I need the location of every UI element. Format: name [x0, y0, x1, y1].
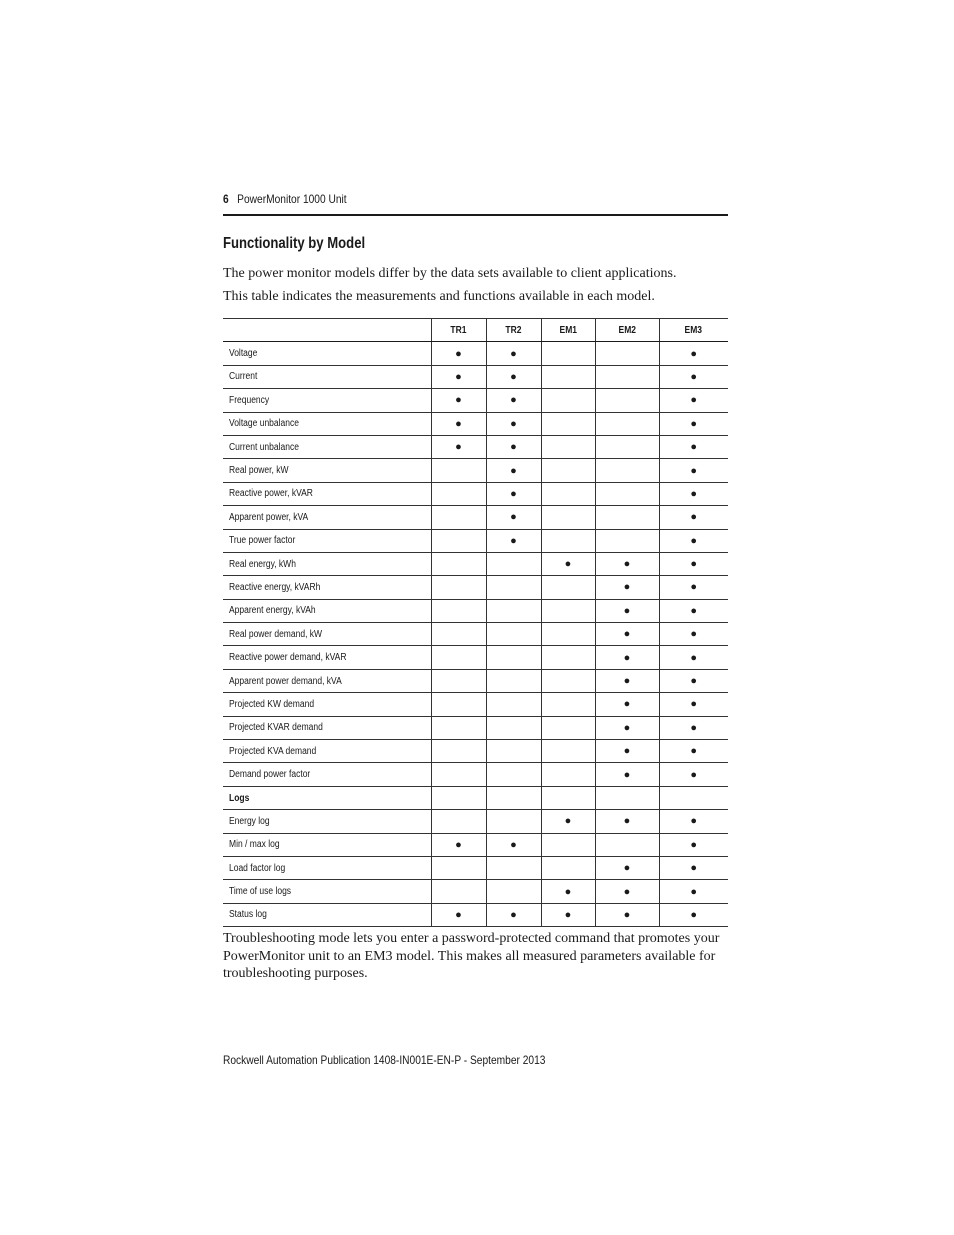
cell-em2 — [595, 903, 659, 926]
bullet-mark: ● — [623, 651, 631, 664]
cell-tr2 — [486, 903, 541, 926]
row-label: Load factor log — [223, 856, 431, 879]
cell-em3 — [659, 833, 728, 856]
page-footer: Rockwell Automation Publication 1408-IN001E-EN-P - September 2013 — [223, 1053, 546, 1067]
cell-em2 — [595, 786, 659, 809]
row-label: Projected KVA demand — [223, 740, 431, 763]
cell-em2 — [595, 856, 659, 879]
bullet-mark: ● — [623, 815, 631, 828]
bullet-mark: ● — [510, 417, 517, 430]
cell-em3 — [659, 669, 728, 692]
bullet-mark: ● — [690, 464, 698, 477]
cell-em3 — [659, 693, 728, 716]
table-row — [223, 552, 728, 575]
row-label: Reactive energy, kVARh — [223, 576, 431, 599]
cell-em1 — [541, 880, 595, 903]
cell-em1 — [541, 389, 595, 412]
cell-tr1 — [431, 880, 486, 903]
bullet-mark: ● — [690, 394, 698, 407]
column-header-em2: EM2 — [595, 319, 659, 342]
row-label: Real power demand, kW — [223, 623, 431, 646]
bullet-mark: ● — [455, 908, 462, 921]
cell-em1 — [541, 693, 595, 716]
bullet-mark: ● — [623, 862, 631, 875]
table-row — [223, 810, 728, 833]
cell-em1 — [541, 623, 595, 646]
cell-em2 — [595, 506, 659, 529]
bullet-mark: ● — [564, 558, 572, 571]
cell-em3 — [659, 716, 728, 739]
cell-em2 — [595, 599, 659, 622]
cell-tr1 — [431, 576, 486, 599]
cell-em2 — [595, 810, 659, 833]
cell-em2 — [595, 435, 659, 458]
cell-tr1 — [431, 482, 486, 505]
table-row — [223, 623, 728, 646]
row-label: Demand power factor — [223, 763, 431, 786]
table-row — [223, 693, 728, 716]
header-rule — [223, 214, 728, 216]
cell-tr2 — [486, 459, 541, 482]
bullet-mark: ● — [623, 721, 631, 734]
cell-em2 — [595, 459, 659, 482]
cell-em1 — [541, 552, 595, 575]
bullet-mark: ● — [690, 511, 698, 524]
table-row — [223, 903, 728, 926]
table-row — [223, 482, 728, 505]
column-header-em1: EM1 — [541, 319, 595, 342]
bullet-mark: ● — [690, 651, 698, 664]
row-label: Energy log — [223, 810, 431, 833]
table-body — [223, 342, 728, 927]
running-header — [223, 192, 652, 206]
page-number: 6 — [223, 192, 229, 206]
bullet-mark: ● — [510, 511, 517, 524]
cell-tr1 — [431, 599, 486, 622]
bullet-mark: ● — [690, 698, 698, 711]
bullet-mark: ● — [690, 441, 698, 454]
cell-em3 — [659, 903, 728, 926]
bullet-mark: ● — [690, 558, 698, 571]
header-blank-cell — [223, 319, 431, 342]
table-row — [223, 435, 728, 458]
cell-tr1 — [431, 506, 486, 529]
cell-em3 — [659, 576, 728, 599]
cell-em2 — [595, 833, 659, 856]
cell-em1 — [541, 412, 595, 435]
cell-em2 — [595, 693, 659, 716]
table-row — [223, 529, 728, 552]
bullet-mark: ● — [564, 908, 572, 921]
bullet-mark: ● — [510, 347, 517, 360]
cell-tr2 — [486, 342, 541, 365]
cell-em3 — [659, 529, 728, 552]
bullet-mark: ● — [623, 908, 631, 921]
cell-em3 — [659, 482, 728, 505]
cell-tr2 — [486, 389, 541, 412]
cell-tr1 — [431, 435, 486, 458]
column-header-tr1: TR1 — [431, 319, 486, 342]
cell-em1 — [541, 435, 595, 458]
bullet-mark: ● — [690, 885, 698, 898]
row-label: Time of use logs — [223, 880, 431, 903]
bullet-mark: ● — [564, 885, 572, 898]
bullet-mark: ● — [690, 768, 698, 781]
cell-em3 — [659, 646, 728, 669]
cell-tr1 — [431, 786, 486, 809]
bullet-mark: ● — [623, 698, 631, 711]
row-label: Status log — [223, 903, 431, 926]
cell-em1 — [541, 646, 595, 669]
functionality-table — [223, 318, 728, 927]
bullet-mark: ● — [455, 441, 462, 454]
table-row — [223, 740, 728, 763]
cell-tr1 — [431, 365, 486, 388]
bullet-mark: ● — [690, 862, 698, 875]
cell-tr1 — [431, 459, 486, 482]
bullet-mark: ● — [510, 394, 517, 407]
bullet-mark: ● — [455, 394, 462, 407]
cell-em3 — [659, 552, 728, 575]
cell-tr2 — [486, 623, 541, 646]
row-label: Current — [223, 365, 431, 388]
cell-em3 — [659, 506, 728, 529]
cell-em1 — [541, 365, 595, 388]
cell-em3 — [659, 740, 728, 763]
row-label: Projected KW demand — [223, 693, 431, 716]
bullet-mark: ● — [690, 745, 698, 758]
cell-tr1 — [431, 740, 486, 763]
cell-tr2 — [486, 786, 541, 809]
cell-tr2 — [486, 576, 541, 599]
bullet-mark: ● — [690, 417, 698, 430]
cell-tr2 — [486, 529, 541, 552]
bullet-mark: ● — [564, 815, 572, 828]
cell-em1 — [541, 786, 595, 809]
table-row — [223, 763, 728, 786]
cell-tr2 — [486, 482, 541, 505]
cell-em1 — [541, 529, 595, 552]
cell-tr2 — [486, 763, 541, 786]
cell-tr1 — [431, 833, 486, 856]
cell-tr2 — [486, 833, 541, 856]
section-title: Functionality by Model — [223, 235, 366, 252]
row-label: Apparent power demand, kVA — [223, 669, 431, 692]
cell-tr2 — [486, 365, 541, 388]
bullet-mark: ● — [623, 581, 631, 594]
cell-em2 — [595, 412, 659, 435]
cell-tr1 — [431, 623, 486, 646]
bullet-mark: ● — [623, 768, 631, 781]
bullet-mark: ● — [510, 534, 517, 547]
bullet-mark: ● — [690, 838, 698, 851]
row-label: Logs — [223, 786, 431, 809]
cell-tr1 — [431, 693, 486, 716]
cell-em3 — [659, 342, 728, 365]
bullet-mark: ● — [690, 604, 698, 617]
cell-em3 — [659, 389, 728, 412]
cell-em2 — [595, 623, 659, 646]
table-row — [223, 412, 728, 435]
bullet-mark: ● — [510, 370, 517, 383]
table-row — [223, 599, 728, 622]
bullet-mark: ● — [455, 370, 462, 383]
cell-em2 — [595, 576, 659, 599]
bullet-mark: ● — [690, 581, 698, 594]
bullet-mark: ● — [510, 441, 517, 454]
bullet-mark: ● — [690, 908, 698, 921]
table-row — [223, 342, 728, 365]
bullet-mark: ● — [623, 604, 631, 617]
cell-em3 — [659, 623, 728, 646]
cell-tr2 — [486, 435, 541, 458]
cell-tr2 — [486, 552, 541, 575]
row-label: Voltage unbalance — [223, 412, 431, 435]
row-label: Min / max log — [223, 833, 431, 856]
cell-tr1 — [431, 856, 486, 879]
cell-em3 — [659, 435, 728, 458]
table-header-row — [223, 319, 728, 342]
table-row — [223, 669, 728, 692]
bullet-mark: ● — [690, 721, 698, 734]
cell-em3 — [659, 763, 728, 786]
row-label: Voltage — [223, 342, 431, 365]
cell-tr2 — [486, 810, 541, 833]
bullet-mark: ● — [510, 838, 517, 851]
cell-em2 — [595, 880, 659, 903]
bullet-mark: ● — [455, 347, 462, 360]
column-header-tr2: TR2 — [486, 319, 541, 342]
cell-tr2 — [486, 856, 541, 879]
row-label: Projected KVAR demand — [223, 716, 431, 739]
cell-tr2 — [486, 646, 541, 669]
cell-tr1 — [431, 810, 486, 833]
table-row — [223, 880, 728, 903]
cell-em2 — [595, 669, 659, 692]
cell-em1 — [541, 669, 595, 692]
bullet-mark: ● — [623, 628, 631, 641]
bullet-mark: ● — [690, 487, 698, 500]
row-label: Real energy, kWh — [223, 552, 431, 575]
row-label: Frequency — [223, 389, 431, 412]
cell-em2 — [595, 763, 659, 786]
bullet-mark: ● — [690, 628, 698, 641]
cell-em1 — [541, 459, 595, 482]
cell-em1 — [541, 903, 595, 926]
row-label: Current unbalance — [223, 435, 431, 458]
bullet-mark: ● — [623, 745, 631, 758]
cell-tr1 — [431, 903, 486, 926]
cell-em2 — [595, 740, 659, 763]
row-label: Apparent power, kVA — [223, 506, 431, 529]
cell-tr1 — [431, 529, 486, 552]
bullet-mark: ● — [690, 815, 698, 828]
bullet-mark: ● — [455, 417, 462, 430]
cell-em2 — [595, 482, 659, 505]
row-label: Apparent energy, kVAh — [223, 599, 431, 622]
cell-tr1 — [431, 412, 486, 435]
intro-paragraph-2: This table indicates the measurements and functions available in each model. — [223, 289, 655, 304]
cell-em3 — [659, 365, 728, 388]
cell-tr1 — [431, 342, 486, 365]
cell-em3 — [659, 856, 728, 879]
table-section-row — [223, 786, 728, 809]
cell-em1 — [541, 856, 595, 879]
row-label: True power factor — [223, 529, 431, 552]
cell-em1 — [541, 342, 595, 365]
cell-em1 — [541, 833, 595, 856]
cell-tr2 — [486, 412, 541, 435]
cell-em3 — [659, 786, 728, 809]
cell-em3 — [659, 459, 728, 482]
table-row — [223, 833, 728, 856]
table-row — [223, 389, 728, 412]
table-row — [223, 506, 728, 529]
cell-tr1 — [431, 763, 486, 786]
cell-em3 — [659, 880, 728, 903]
cell-em1 — [541, 763, 595, 786]
cell-em2 — [595, 552, 659, 575]
row-label: Real power, kW — [223, 459, 431, 482]
cell-em1 — [541, 716, 595, 739]
bullet-mark: ● — [623, 675, 631, 688]
cell-tr1 — [431, 716, 486, 739]
cell-em1 — [541, 576, 595, 599]
cell-em1 — [541, 482, 595, 505]
column-header-em3: EM3 — [659, 319, 728, 342]
cell-tr1 — [431, 669, 486, 692]
cell-em2 — [595, 716, 659, 739]
table-row — [223, 576, 728, 599]
cell-tr2 — [486, 716, 541, 739]
cell-tr2 — [486, 740, 541, 763]
cell-tr2 — [486, 669, 541, 692]
bullet-mark: ● — [623, 885, 631, 898]
cell-tr2 — [486, 880, 541, 903]
cell-tr2 — [486, 693, 541, 716]
cell-tr2 — [486, 599, 541, 622]
cell-em1 — [541, 599, 595, 622]
bullet-mark: ● — [690, 347, 698, 360]
cell-em1 — [541, 740, 595, 763]
cell-em1 — [541, 810, 595, 833]
cell-em1 — [541, 506, 595, 529]
table-row — [223, 459, 728, 482]
table-row — [223, 716, 728, 739]
row-label: Reactive power, kVAR — [223, 482, 431, 505]
bullet-mark: ● — [623, 558, 631, 571]
bullet-mark: ● — [510, 464, 517, 477]
table-row — [223, 365, 728, 388]
cell-em2 — [595, 529, 659, 552]
cell-em3 — [659, 412, 728, 435]
cell-em3 — [659, 810, 728, 833]
cell-tr1 — [431, 646, 486, 669]
table-row — [223, 856, 728, 879]
cell-em2 — [595, 389, 659, 412]
intro-paragraph-1: The power monitor models differ by the data sets available to client applications. — [223, 266, 677, 281]
cell-tr1 — [431, 552, 486, 575]
cell-em2 — [595, 342, 659, 365]
bullet-mark: ● — [690, 675, 698, 688]
bullet-mark: ● — [510, 908, 517, 921]
running-title: PowerMonitor 1000 Unit — [237, 192, 347, 206]
cell-em2 — [595, 646, 659, 669]
bullet-mark: ● — [690, 370, 698, 383]
cell-tr2 — [486, 506, 541, 529]
row-label: Reactive power demand, kVAR — [223, 646, 431, 669]
cell-em2 — [595, 365, 659, 388]
bullet-mark: ● — [690, 534, 698, 547]
cell-tr1 — [431, 389, 486, 412]
cell-em3 — [659, 599, 728, 622]
bullet-mark: ● — [455, 838, 462, 851]
bullet-mark: ● — [510, 487, 517, 500]
closing-paragraph: Troubleshooting mode lets you enter a password-protected command that promotes your PowerMonitor unit to an EM3 model. This makes all measured parameters available for troubleshooting purposes. — [223, 931, 720, 981]
table-row — [223, 646, 728, 669]
